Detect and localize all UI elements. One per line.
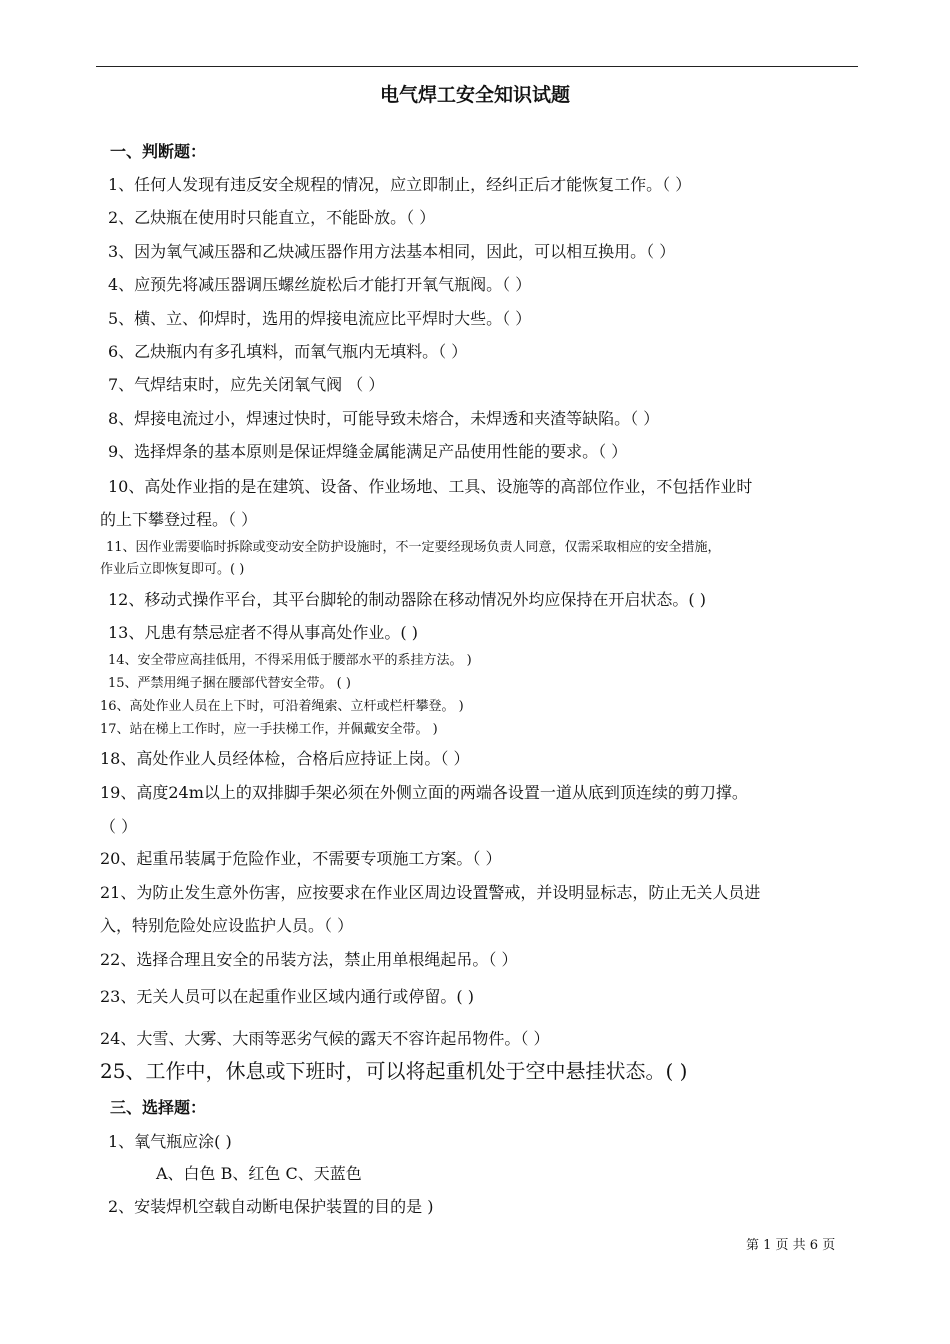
choice-options: A、白色 B、红色 C、天蓝色: [156, 1164, 362, 1183]
choice-question: 1、氧气瓶应涂( ): [108, 1132, 232, 1151]
question-item: 15、严禁用绳子捆在腰部代替安全带。 ( ): [108, 676, 351, 691]
question-item: 11、因作业需要临时拆除或变动安全防护设施时，不一定要经现场负责人同意，仅需采取相应的安全措施，: [106, 540, 721, 555]
question-item: 21、为防止发生意外伤害，应按要求在作业区周边设置警戒，并设明显标志，防止无关人员进: [100, 883, 761, 902]
question-item: 13、凡患有禁忌症者不得从事高处作业。( ): [108, 623, 418, 642]
question-item: 16、高处作业人员在上下时，可沿着绳索、立杆或栏杆攀登。 ): [100, 699, 464, 714]
question-item: 6、乙炔瓶内有多孔填料，而氧气瓶内无填料。（ ）: [108, 342, 468, 361]
question-item: 18、高处作业人员经体检，合格后应持证上岗。（ ）: [100, 749, 470, 768]
question-item: 1、任何人发现有违反安全规程的情况，应立即制止，经纠正后才能恢复工作。（ ）: [108, 175, 692, 194]
question-item: 24、大雪、大雾、大雨等恶劣气候的露天不容许起吊物件。（ ）: [100, 1029, 550, 1048]
question-item: 5、横、立、仰焊时，选用的焊接电流应比平焊时大些。（ ）: [108, 309, 532, 328]
question-item: 23、无关人员可以在起重作业区域内通行或停留。( ): [100, 987, 474, 1006]
section-heading-choice: 三、选择题：: [110, 1098, 207, 1117]
question-item: 25、工作中，休息或下班时，可以将起重机处于空中悬挂状态。( ): [100, 1059, 688, 1083]
question-item: 14、安全带应高挂低用，不得采用低于腰部水平的系挂方法。 ): [108, 653, 472, 668]
question-item: 3、因为氧气减压器和乙炔减压器作用方法基本相同，因此，可以相互换用。（ ）: [108, 242, 676, 261]
question-item: 17、站在梯上工作时，应一手扶梯工作，并佩戴安全带。 ): [100, 722, 438, 737]
question-item: 4、应预先将减压器调压螺丝旋松后才能打开氧气瓶阀。（ ）: [108, 275, 532, 294]
choice-question: 2、安装焊机空载自动断电保护装置的目的是 ): [108, 1197, 434, 1216]
page-number: 第 1 页 共 6 页: [746, 1238, 836, 1253]
question-item: 2、乙炔瓶在使用时只能直立，不能卧放。（ ）: [108, 208, 436, 227]
question-item-continued: 作业后立即恢复即可。( ): [100, 562, 245, 577]
header-rule: [96, 66, 858, 67]
question-item-continued: （ ）: [100, 817, 138, 836]
section-heading-judgement: 一、判断题：: [110, 142, 207, 161]
page-title: 电气焊工安全知识试题: [379, 84, 570, 106]
question-item: 7、气焊结束时，应先关闭氧气阀 （ ）: [108, 375, 385, 394]
question-item: 9、选择焊条的基本原则是保证焊缝金属能满足产品使用性能的要求。（ ）: [108, 442, 628, 461]
question-item-continued: 入，特别危险处应设监护人员。（ ）: [100, 916, 354, 935]
question-item: 20、起重吊装属于危险作业，不需要专项施工方案。（ ）: [100, 849, 502, 868]
question-item: 12、移动式操作平台，其平台脚轮的制动器除在移动情况外均应保持在开启状态。( ): [108, 590, 706, 609]
question-item: 19、高度24m以上的双排脚手架必须在外侧立面的两端各设置一道从底到顶连续的剪刀撑。: [100, 783, 748, 802]
question-item: 22、选择合理且安全的吊装方法，禁止用单根绳起吊。（ ）: [100, 950, 518, 969]
question-item: 8、焊接电流过小，焊速过快时，可能导致未熔合，未焊透和夹渣等缺陷。（ ）: [108, 409, 660, 428]
question-item: 10、高处作业指的是在建筑、设备、作业场地、工具、设施等的高部位作业，不包括作业时: [108, 477, 753, 496]
question-item-continued: 的上下攀登过程。（ ）: [100, 510, 258, 529]
